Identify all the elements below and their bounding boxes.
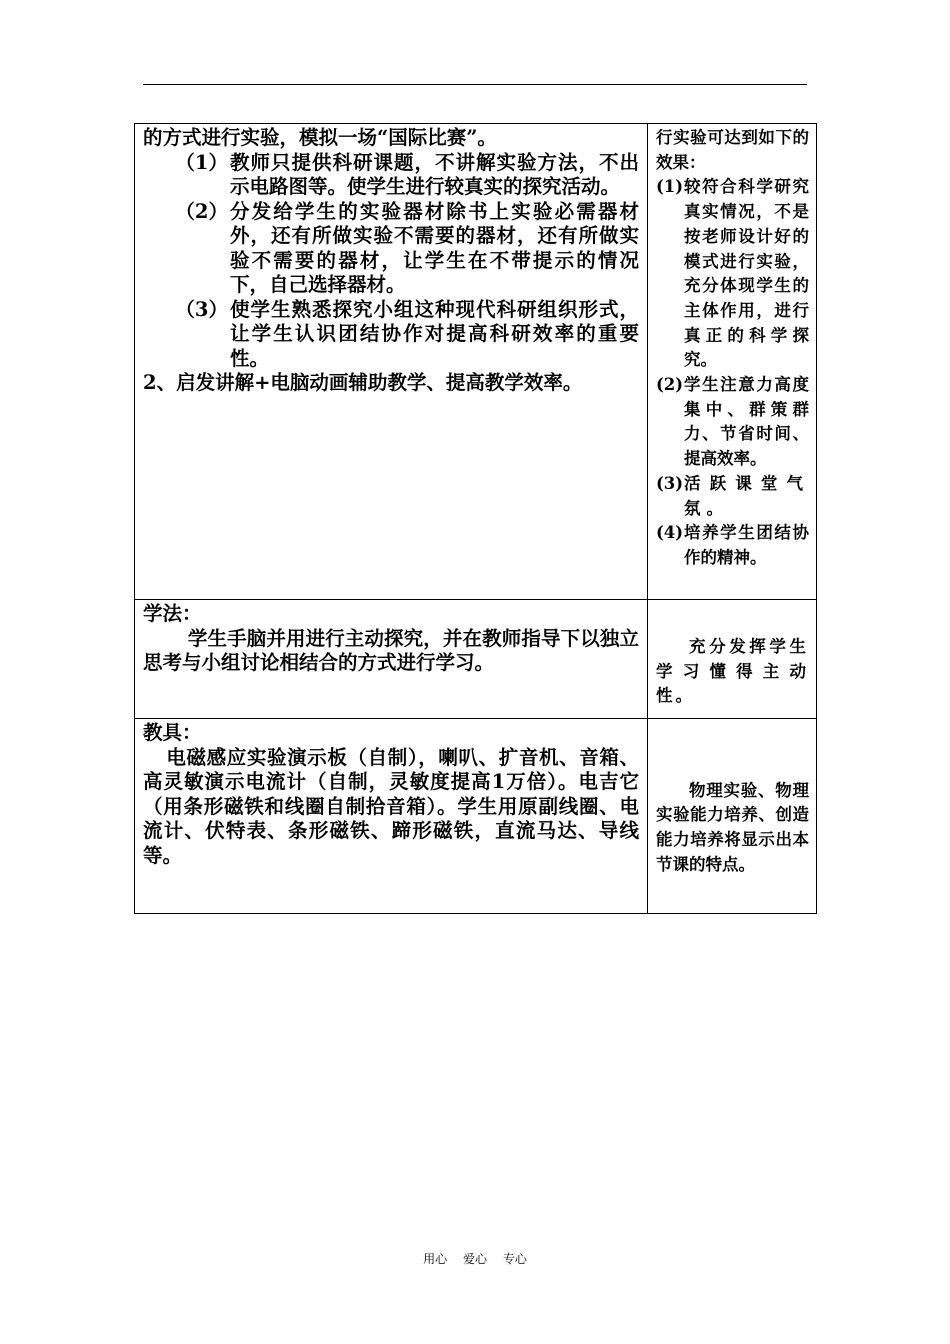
header-rule: [143, 84, 807, 85]
method-cell: [135, 124, 648, 600]
effect-item-4: [656, 521, 809, 570]
effect-number: (1): [656, 177, 684, 197]
item-text: 分发给学生的实验器材除书上实验必需器材外，还有所做实验不需要的器材，还有所做实验不需要的器材，让学生在不带提示的情况下，自己选择器材。: [230, 199, 639, 296]
effect-text: 培养学生团结协作的精神。: [684, 523, 809, 567]
effect-text: 活跃课堂气氛。: [684, 473, 809, 518]
item-number: （1）: [175, 150, 228, 174]
study-method-heading: 学法：: [143, 602, 202, 625]
teaching-aids-text: 电磁感应实验演示板（自制），喇叭、扩音机、音箱、高灵敏演示电流计（自制，灵敏度提高1万倍）。电吉它（用条形磁铁和线圈自制拾音箱）。学生用原副线圈、电流计、伏特表、条形磁铁、蹄形磁铁，直流马达、导线等。: [143, 745, 639, 867]
study-method-text: 学生手脑并用进行主动探究，并在教师指导下以独立思考与小组讨论相结合的方式进行学习。: [143, 626, 639, 674]
method-item-1: [143, 151, 639, 200]
teaching-aids-heading: 教具：: [143, 721, 202, 744]
effect-text: 学生注意力高度集中、群策群力、节省时间、提高效率。: [684, 375, 809, 469]
method-tail: 2、启发讲解+电脑动画辅助教学、提高教学效率。: [143, 371, 583, 394]
item-text: 使学生熟悉探究小组这种现代科研组织形式，让学生认识团结协作对提高科研效率的重要性。: [230, 297, 639, 370]
effect-intro: 行实验可达到如下的效果：: [656, 128, 809, 172]
table-row: [135, 124, 817, 600]
study-method-cell: [135, 600, 648, 719]
effect-text: 较符合科学研究真实情况，不是按老师设计好的模式进行实验，充分体现学生的主体作用，进行真正的科学探究。: [684, 177, 809, 370]
effect-cell: [648, 124, 817, 600]
method-item-2: [143, 200, 639, 298]
teaching-aids-note: 物理实验、物理实验能力培养、创造能力培养将显示出本节课的特点。: [656, 780, 809, 874]
table-row: [135, 600, 817, 719]
method-item-3: [143, 298, 639, 372]
item-number: （2）: [175, 199, 228, 223]
lesson-table: [134, 123, 817, 914]
footer-text-2: 爱心: [462, 1252, 487, 1266]
page-footer: [0, 1250, 950, 1267]
effect-item-3: [656, 472, 809, 521]
footer-text-3: 专心: [502, 1252, 527, 1266]
effect-item-1: [656, 175, 809, 373]
item-number: （3）: [175, 297, 228, 321]
effect-number: (2): [656, 375, 684, 395]
method-intro: 的方式进行实验，模拟一场“国际比赛”。: [143, 126, 497, 149]
study-method-note-cell: [648, 600, 817, 719]
effect-number: (4): [656, 523, 684, 543]
effect-item-2: [656, 373, 809, 472]
teaching-aids-cell: [135, 719, 648, 914]
teaching-aids-note-cell: [648, 719, 817, 914]
study-method-note: 充分发挥学生学习懂得主动性。: [656, 636, 809, 706]
item-text: 教师只提供科研课题，不讲解实验方法，不出示电路图等。使学生进行较真实的探究活动。: [230, 150, 639, 198]
effect-number: (3): [656, 473, 684, 493]
table-row: [135, 719, 817, 914]
footer-text-1: 用心: [423, 1252, 448, 1266]
